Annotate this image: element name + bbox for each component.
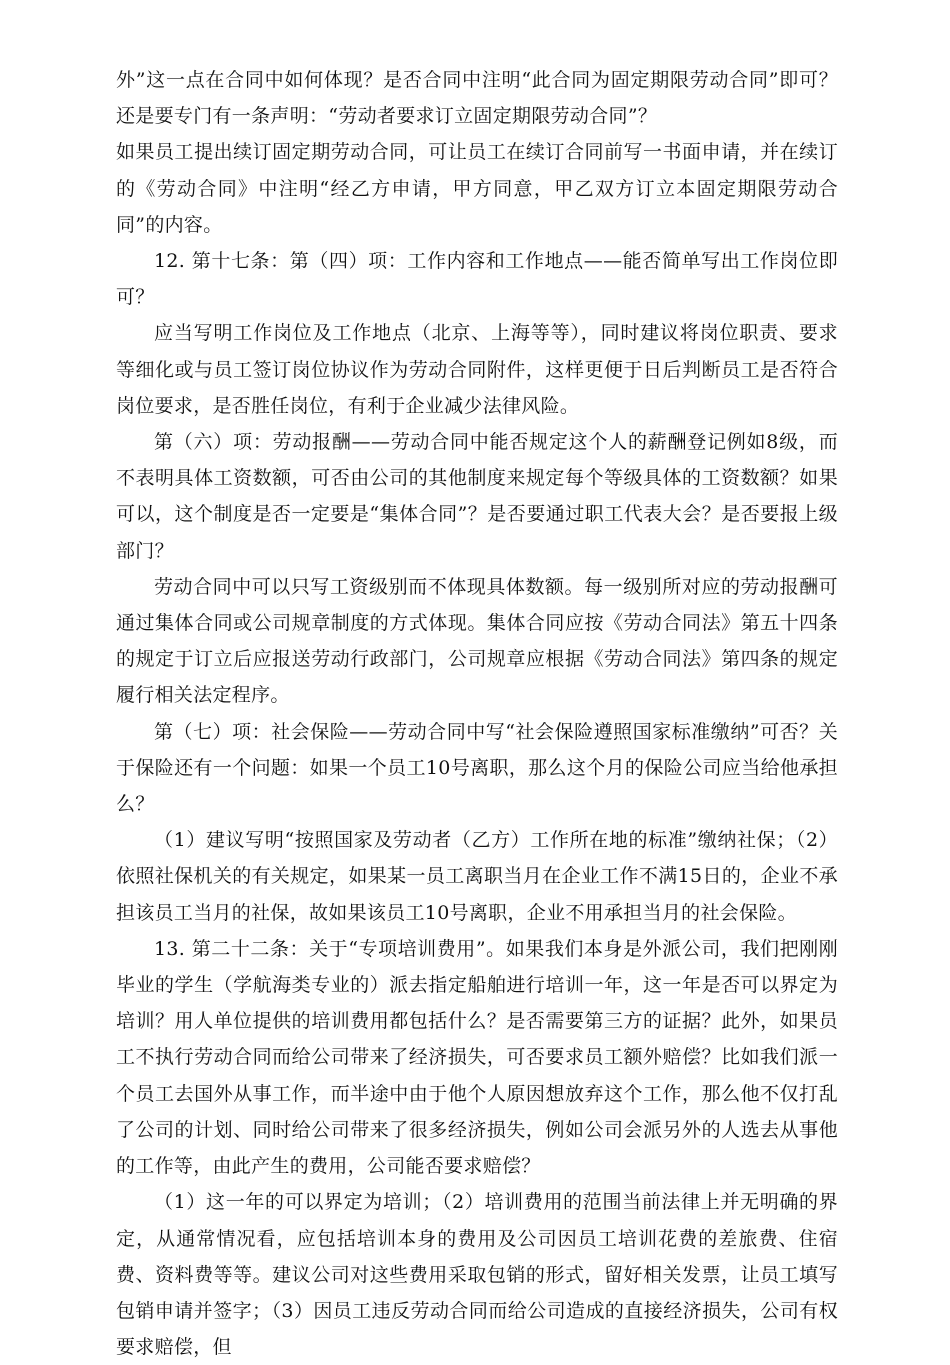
paragraph-q13-answer: （1）这一年的可以界定为培训；（2）培训费用的范围当前法律上并无明确的界定，从通常情况看，应包括培训本身的费用及公司因员工培训花费的差旅费、住宿费、资料费等等。建议公司对这些费用采取包销的形式，留好相关发票，让员工填写包销申请并签字；（3）因员工违反劳动合同而给公司造成的直接经济损失，公司有权要求赔偿，但 [116,1191,838,1359]
paragraph-item7-answer: （1）建议写明“按照国家及劳动者（乙方）工作所在地的标准”缴纳社保；（2）依照社保机关的有关规定，如果某一员工离职当月在企业工作不满15日的，企业不承担该员工当月的社保，故如果该员工10号离职，企业不用承担当月的社会保险。 [116,829,838,924]
paragraph-fixed-term-question-cont: 外”这一点在合同中如何体现？是否合同中注明“此合同为固定期限劳动合同”即可？还是要专门有一条声明：“劳动者要求订立固定期限劳动合同”？ [116,69,838,128]
paragraph-item7-question: 第（七）项：社会保险——劳动合同中写“社会保险遵照国家标准缴纳”可否？关于保险还有一个问题：如果一个员工10号离职，那么这个月的保险公司应当给他承担么？ [116,720,838,816]
paragraph-q13-question: 13. 第二十二条：关于“专项培训费用”。如果我们本身是外派公司，我们把刚刚毕业的学生（学航海类专业的）派去指定船舶进行培训一年，这一年是否可以界定为培训？用人单位提供的培训费用都包括什么？是否需要第三方的证据？此外，如果员工不执行劳动合同而给公司带来了经济损失，可否要求员工额外赔偿？比如我们派一个员工去国外从事工作，而半途中由于他个人原因想放弃这个工作，那么他不仅打乱了公司的计划、同时给公司带来了很多经济损失，例如公司会派另外的人选去从事他的工作等，由此产生的费用，公司能否要求赔偿？ [116,937,838,1178]
paragraph-q12-heading: 12. 第十七条：第（四）项：工作内容和工作地点——能否简单写出工作岗位即可？ [116,250,838,309]
paragraph-item6-answer: 劳动合同中可以只写工资级别而不体现具体数额。每一级别所对应的劳动报酬可通过集体合同或公司规章制度的方式体现。集体合同应按《劳动合同法》第五十四条的规定于订立后应报送劳动行政部门，公司规章应根据《劳动合同法》第四条的规定履行相关法定程序。 [116,575,838,707]
paragraph-item6-question: 第（六）项：劳动报酬——劳动合同中能否规定这个人的薪酬登记例如8级，而不表明具体工资数额，可否由公司的其他制度来规定每个等级具体的工资数额？如果可以，这个制度是否一定要是“集体合同”？是否要通过职工代表大会？是否要报上级部门？ [116,431,838,562]
paragraph-fixed-term-answer: 如果员工提出续订固定期劳动合同，可让员工在续订合同前写一书面申请，并在续订的《劳动合同》中注明“经乙方申请，甲方同意，甲乙双方订立本固定期限劳动合同”的内容。 [116,141,838,236]
paragraph-q12-answer: 应当写明工作岗位及工作地点（北京、上海等等），同时建议将岗位职责、要求等细化或与员工签订岗位协议作为劳动合同附件，这样更便于日后判断员工是否符合岗位要求，是否胜任岗位，有利于企业减少法律风险。 [116,322,838,417]
